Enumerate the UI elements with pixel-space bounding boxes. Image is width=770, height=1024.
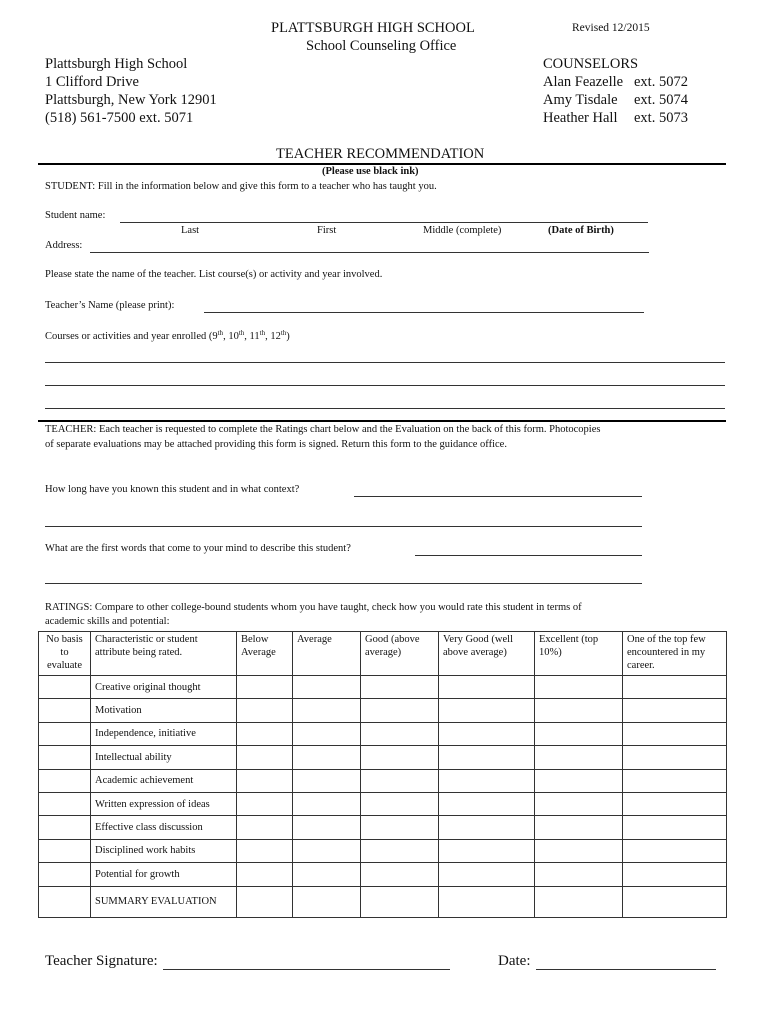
rating-checkbox-cell[interactable] bbox=[535, 722, 623, 745]
counselor-name: Heather Hall bbox=[543, 110, 618, 126]
rating-checkbox-cell[interactable] bbox=[439, 676, 535, 699]
rating-checkbox-cell[interactable] bbox=[237, 746, 293, 769]
rating-checkbox-cell[interactable] bbox=[293, 746, 361, 769]
rating-row bbox=[39, 699, 727, 722]
counselor-name: Amy Tisdale bbox=[543, 92, 618, 108]
rating-checkbox-cell[interactable] bbox=[293, 699, 361, 722]
header-no-basis: No basis to evaluate bbox=[39, 632, 91, 676]
rating-checkbox-cell[interactable] bbox=[623, 839, 727, 862]
rating-attribute: Written expression of ideas bbox=[91, 792, 237, 815]
rating-row bbox=[39, 886, 727, 917]
rating-row bbox=[39, 839, 727, 862]
counselor-name: Alan Feazelle bbox=[543, 74, 624, 90]
rating-checkbox-cell[interactable] bbox=[623, 722, 727, 745]
rating-row bbox=[39, 676, 727, 699]
teacher-name-field[interactable] bbox=[204, 312, 644, 313]
rating-attribute: Potential for growth bbox=[91, 863, 237, 886]
header-top-few: One of the top few encountered in my career. bbox=[623, 632, 727, 676]
rating-checkbox-cell[interactable] bbox=[39, 792, 91, 815]
rating-checkbox-cell[interactable] bbox=[237, 676, 293, 699]
rating-checkbox-cell[interactable] bbox=[439, 722, 535, 745]
answer-known-line[interactable] bbox=[45, 526, 642, 527]
rating-checkbox-cell[interactable] bbox=[439, 863, 535, 886]
header-excellent: Excellent (top 10%) bbox=[535, 632, 623, 676]
rating-row bbox=[39, 792, 727, 815]
rating-attribute: SUMMARY EVALUATION bbox=[91, 886, 237, 917]
date-label: Date: bbox=[498, 953, 531, 969]
rating-attribute: Intellectual ability bbox=[91, 746, 237, 769]
ink-note: (Please use black ink) bbox=[322, 166, 419, 177]
rating-attribute: Independence, initiative bbox=[91, 722, 237, 745]
rating-checkbox-cell[interactable] bbox=[39, 839, 91, 862]
rating-checkbox-cell[interactable] bbox=[361, 746, 439, 769]
rating-checkbox-cell[interactable] bbox=[623, 676, 727, 699]
rating-checkbox-cell[interactable] bbox=[237, 863, 293, 886]
rating-checkbox-cell[interactable] bbox=[39, 886, 91, 917]
rating-checkbox-cell[interactable] bbox=[39, 676, 91, 699]
rating-checkbox-cell[interactable] bbox=[439, 699, 535, 722]
rating-attribute: Academic achievement bbox=[91, 769, 237, 792]
teacher-prompt: Please state the name of the teacher. List course(s) or activity and year involved. bbox=[45, 269, 383, 280]
rating-checkbox-cell[interactable] bbox=[293, 722, 361, 745]
rating-checkbox-cell[interactable] bbox=[237, 699, 293, 722]
courses-line[interactable] bbox=[45, 362, 725, 363]
school-title: PLATTSBURGH HIGH SCHOOL bbox=[271, 20, 475, 36]
rating-checkbox-cell[interactable] bbox=[439, 769, 535, 792]
address-line-1: Plattsburgh High School bbox=[45, 56, 188, 72]
rating-checkbox-cell[interactable] bbox=[361, 839, 439, 862]
rating-checkbox-cell[interactable] bbox=[623, 746, 727, 769]
rating-checkbox-cell[interactable] bbox=[361, 722, 439, 745]
rating-checkbox-cell[interactable] bbox=[39, 699, 91, 722]
rating-checkbox-cell[interactable] bbox=[293, 886, 361, 917]
answer-words-field[interactable] bbox=[415, 555, 642, 556]
rating-checkbox-cell[interactable] bbox=[439, 746, 535, 769]
rating-checkbox-cell[interactable] bbox=[237, 722, 293, 745]
signature-field[interactable] bbox=[163, 969, 450, 970]
form-title: TEACHER RECOMMENDATION bbox=[276, 146, 485, 162]
title-divider bbox=[38, 163, 726, 165]
rating-checkbox-cell[interactable] bbox=[535, 792, 623, 815]
rating-checkbox-cell[interactable] bbox=[439, 839, 535, 862]
rating-checkbox-cell[interactable] bbox=[361, 699, 439, 722]
answer-known-field[interactable] bbox=[354, 496, 642, 497]
ratings-table bbox=[38, 631, 727, 918]
rating-checkbox-cell[interactable] bbox=[293, 792, 361, 815]
counselor-ext: ext. 5074 bbox=[634, 92, 688, 108]
rating-checkbox-cell[interactable] bbox=[237, 886, 293, 917]
name-part-last: Last bbox=[181, 225, 200, 236]
answer-words-line[interactable] bbox=[45, 583, 642, 584]
rating-row bbox=[39, 746, 727, 769]
rating-row bbox=[39, 816, 727, 839]
rating-checkbox-cell[interactable] bbox=[39, 769, 91, 792]
rating-checkbox-cell[interactable] bbox=[623, 886, 727, 917]
counselor-ext: ext. 5073 bbox=[634, 110, 688, 126]
rating-row bbox=[39, 769, 727, 792]
rating-checkbox-cell[interactable] bbox=[293, 863, 361, 886]
address-line-4: (518) 561-7500 ext. 5071 bbox=[45, 110, 194, 126]
name-part-middle: Middle (complete) bbox=[423, 225, 502, 236]
rating-checkbox-cell[interactable] bbox=[623, 769, 727, 792]
rating-checkbox-cell[interactable] bbox=[293, 839, 361, 862]
rating-checkbox-cell[interactable] bbox=[237, 839, 293, 862]
rating-checkbox-cell[interactable] bbox=[439, 886, 535, 917]
rating-attribute: Disciplined work habits bbox=[91, 839, 237, 862]
rating-checkbox-cell[interactable] bbox=[439, 792, 535, 815]
header-average: Average bbox=[293, 632, 361, 676]
rating-checkbox-cell[interactable] bbox=[535, 839, 623, 862]
rating-attribute: Effective class discussion bbox=[91, 816, 237, 839]
rating-checkbox-cell[interactable] bbox=[623, 792, 727, 815]
teacher-instructions-line1: TEACHER: Each teacher is requested to complete the Ratings chart below and the Evaluation on the back of this form. Photocopies bbox=[45, 424, 601, 435]
address-label: Address: bbox=[45, 240, 83, 251]
teacher-name-label: Teacher’s Name (please print): bbox=[45, 300, 175, 311]
header-below-average: Below Average bbox=[237, 632, 293, 676]
student-instructions: STUDENT: Fill in the information below and give this form to a teacher who has taught you. bbox=[45, 181, 437, 192]
rating-checkbox-cell[interactable] bbox=[535, 676, 623, 699]
name-part-dob: (Date of Birth) bbox=[548, 225, 614, 236]
address-line-3: Plattsburgh, New York 12901 bbox=[45, 92, 217, 108]
counselor-ext: ext. 5072 bbox=[634, 74, 688, 90]
rating-checkbox-cell[interactable] bbox=[237, 792, 293, 815]
rating-checkbox-cell[interactable] bbox=[535, 746, 623, 769]
rating-checkbox-cell[interactable] bbox=[293, 816, 361, 839]
address-field[interactable] bbox=[90, 252, 649, 253]
address-line-2: 1 Clifford Drive bbox=[45, 74, 139, 90]
rating-row bbox=[39, 722, 727, 745]
student-name-field[interactable] bbox=[120, 222, 648, 223]
rating-attribute: Motivation bbox=[91, 699, 237, 722]
courses-line[interactable] bbox=[45, 408, 725, 409]
student-name-label: Student name: bbox=[45, 210, 106, 221]
rating-checkbox-cell[interactable] bbox=[623, 816, 727, 839]
rating-checkbox-cell[interactable] bbox=[39, 863, 91, 886]
question-words: What are the first words that come to your mind to describe this student? bbox=[45, 543, 351, 554]
rating-checkbox-cell[interactable] bbox=[361, 792, 439, 815]
rating-checkbox-cell[interactable] bbox=[293, 769, 361, 792]
ratings-intro-line2: academic skills and potential: bbox=[45, 616, 170, 627]
rating-checkbox-cell[interactable] bbox=[361, 769, 439, 792]
name-part-first: First bbox=[317, 225, 337, 236]
ratings-header-row bbox=[39, 632, 727, 676]
section-divider bbox=[38, 420, 726, 422]
header-good: Good (above average) bbox=[361, 632, 439, 676]
header-very-good: Very Good (well above average) bbox=[439, 632, 535, 676]
ratings-intro-line1: RATINGS: Compare to other college-bound students whom you have taught, check how you would rate this student in terms of bbox=[45, 602, 582, 613]
rating-checkbox-cell[interactable] bbox=[535, 886, 623, 917]
header-characteristic: Characteristic or student attribute being rated. bbox=[91, 632, 237, 676]
rating-checkbox-cell[interactable] bbox=[623, 699, 727, 722]
revised-date: Revised 12/2015 bbox=[572, 22, 650, 34]
rating-checkbox-cell[interactable] bbox=[439, 816, 535, 839]
teacher-instructions-line2: of separate evaluations may be attached providing this form is signed. Return this form to the guidance office. bbox=[45, 439, 507, 450]
rating-checkbox-cell[interactable] bbox=[535, 699, 623, 722]
rating-checkbox-cell[interactable] bbox=[361, 886, 439, 917]
office-name: School Counseling Office bbox=[306, 38, 457, 54]
rating-attribute: Creative original thought bbox=[91, 676, 237, 699]
courses-line[interactable] bbox=[45, 385, 725, 386]
rating-checkbox-cell[interactable] bbox=[361, 816, 439, 839]
signature-label: Teacher Signature: bbox=[45, 953, 158, 969]
question-known: How long have you known this student and in what context? bbox=[45, 484, 300, 495]
rating-checkbox-cell[interactable] bbox=[39, 816, 91, 839]
rating-checkbox-cell[interactable] bbox=[293, 676, 361, 699]
rating-checkbox-cell[interactable] bbox=[361, 863, 439, 886]
rating-checkbox-cell[interactable] bbox=[361, 676, 439, 699]
rating-checkbox-cell[interactable] bbox=[535, 816, 623, 839]
rating-checkbox-cell[interactable] bbox=[39, 746, 91, 769]
rating-checkbox-cell[interactable] bbox=[39, 722, 91, 745]
rating-checkbox-cell[interactable] bbox=[237, 769, 293, 792]
courses-label: Courses or activities and year enrolled (9th, 10th, 11th, 12th) bbox=[45, 329, 290, 342]
rating-row bbox=[39, 863, 727, 886]
date-field[interactable] bbox=[536, 969, 716, 970]
counselors-heading: COUNSELORS bbox=[543, 56, 639, 72]
rating-checkbox-cell[interactable] bbox=[535, 863, 623, 886]
rating-checkbox-cell[interactable] bbox=[535, 769, 623, 792]
rating-checkbox-cell[interactable] bbox=[623, 863, 727, 886]
rating-checkbox-cell[interactable] bbox=[237, 816, 293, 839]
